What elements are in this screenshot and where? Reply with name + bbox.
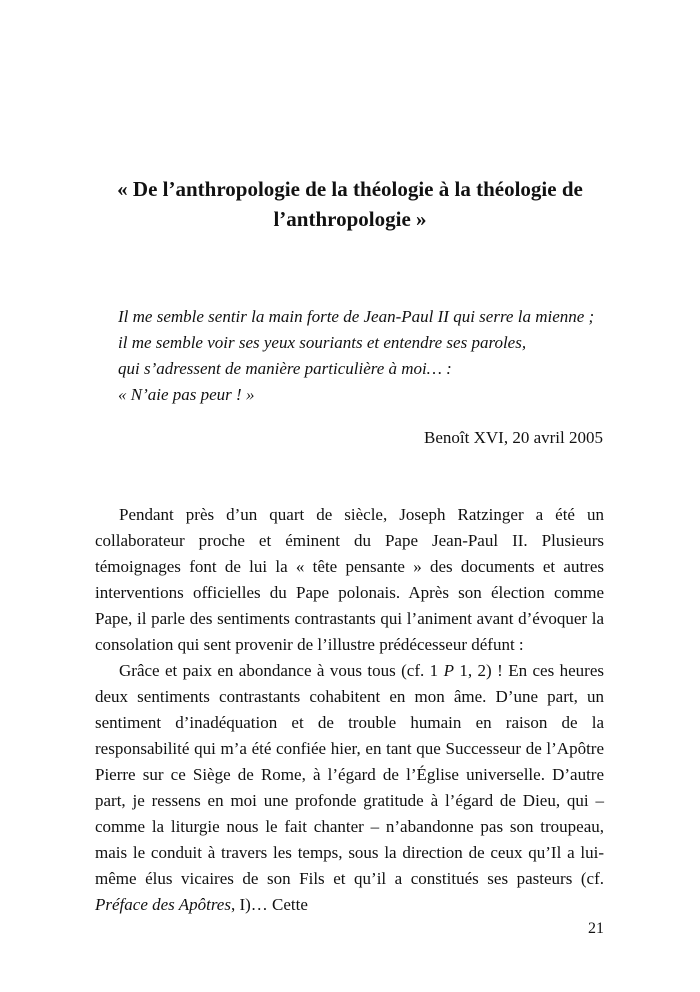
quote-text-part-3: , I)… Cette (230, 895, 308, 914)
chapter-title-line-2: l’anthropologie » (273, 207, 427, 231)
quote-text-part-1: Grâce et paix en abondance à vous tous (cf. 1 (119, 661, 444, 680)
paragraph-quote (95, 658, 604, 918)
epigraph-line: il me semble voir ses yeux souriants et entendre ses paroles, (118, 333, 527, 352)
paragraph-intro: Pendant près d’un quart de siècle, Joseph Ratzinger a été un collaborateur proche et éminent du Pape Jean-Paul II. Plusieurs témoignages font de lui la « tête pensante » des documents et autres interventions officielles du Pape polonais. Après son élection comme Pape, il parle des sentiments contrastants qui l’animent avant d’évoquer la consolation qui sent provenir de l’illustre prédécesseur défunt : (95, 505, 604, 654)
biblical-reference: P (443, 661, 454, 680)
epigraph-line: « N’aie pas peur ! » (118, 385, 255, 404)
chapter-title (95, 174, 605, 234)
epigraph (118, 304, 608, 408)
epigraph-line: Il me semble sentir la main forte de Jean-Paul II qui serre la mienne ; (118, 307, 595, 326)
epigraph-attribution: Benoît XVI, 20 avril 2005 (424, 428, 603, 447)
page-number: 21 (588, 920, 604, 937)
body-text (95, 502, 604, 918)
source-title: Préface des Apôtres (95, 895, 231, 914)
chapter-title-line-1: « De l’anthropologie de la théologie à la théologie de (117, 177, 583, 201)
quote-text-part-2: 1, 2) ! En ces heures deux sentiments contrastants cohabitent en mon âme. D’une part, un sentiment d’inadéquation et de trouble humain en raison de la responsabilité qui m’a été confiée hier, en tant que Successeur de l’Apôtre Pierre sur ce Siège de Rome, à l’égard de l’Église universelle. D’autre part, je ressens en moi une profonde gratitude à l’égard de Dieu, qui – comme la liturgie nous le fait chanter – n’abandonne pas son troupeau, mais le conduit à travers les temps, sous la direction de ceux qu’Il a lui-même élus vicaires de son Fils et qu’il a constitués ses pasteurs (cf. (95, 661, 604, 888)
epigraph-line: qui s’adressent de manière particulière à moi… : (118, 359, 452, 378)
